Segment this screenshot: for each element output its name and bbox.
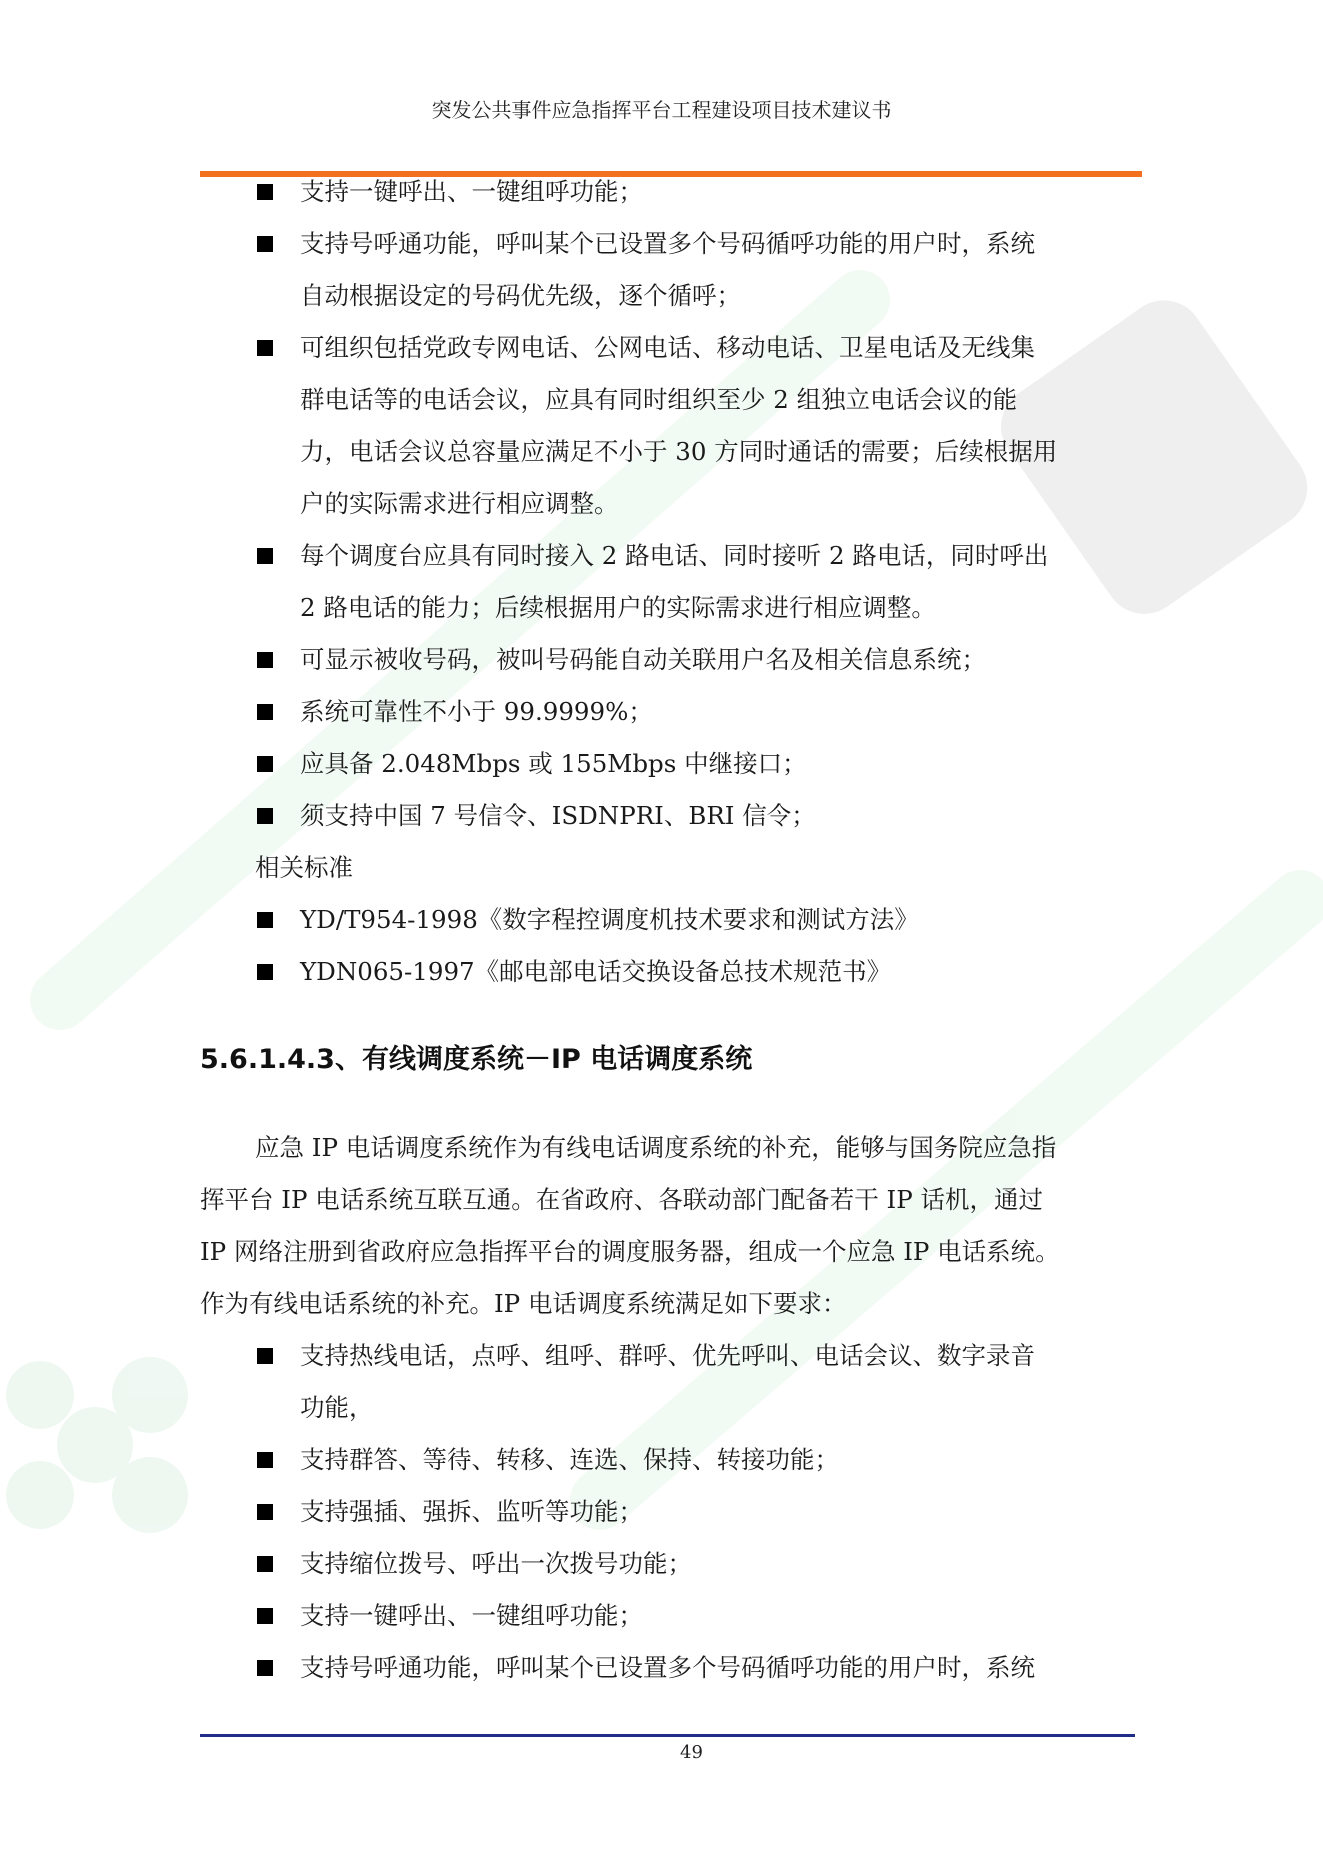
list-item: 可组织包括党政专网电话、公网电话、移动电话、卫星电话及无线集 (200, 322, 1125, 374)
list-item: YD/T954-1998《数字程控调度机技术要求和测试方法》 (200, 894, 1125, 946)
list-item: 支持一键呼出、一键组呼功能； (200, 166, 1125, 218)
watermark-petal-icon (57, 1407, 133, 1483)
list-item: YDN065-1997《邮电部电话交换设备总技术规范书》 (200, 946, 1125, 998)
section-label-standards: 相关标准 (255, 853, 353, 882)
list-item-continuation: 功能， (300, 1393, 374, 1422)
list-item: 支持号呼通功能，呼叫某个已设置多个号码循呼功能的用户时，系统 (200, 218, 1125, 270)
list-item: 应具备 2.048Mbps 或 155Mbps 中继接口； (200, 738, 1125, 790)
list-item-continuation: 自动根据设定的号码优先级，逐个循呼； (300, 281, 741, 310)
paragraph-line: 应急 IP 电话调度系统作为有线电话调度系统的补充，能够与国务院应急指 (255, 1133, 1057, 1162)
list-item: 可显示被收号码，被叫号码能自动关联用户名及相关信息系统； (200, 634, 1125, 686)
document-body (200, 166, 1125, 1694)
page-header-title: 突发公共事件应急指挥平台工程建设项目技术建议书 (431, 98, 892, 122)
list-item: 支持一键呼出、一键组呼功能； (200, 1590, 1125, 1642)
list-item: 支持号呼通功能，呼叫某个已设置多个号码循呼功能的用户时，系统 (200, 1642, 1125, 1694)
paragraph-line: 挥平台 IP 电话系统互联互通。在省政府、各联动部门配备若干 IP 话机，通过 (200, 1185, 1043, 1214)
page-number: 49 (680, 1742, 703, 1763)
list-item: 支持群答、等待、转移、连选、保持、转接功能； (200, 1434, 1125, 1486)
section-heading: 5.6.1.4.3、有线调度系统－IP 电话调度系统 (200, 1044, 753, 1075)
list-item: 支持热线电话，点呼、组呼、群呼、优先呼叫、电话会议、数字录音 (200, 1330, 1125, 1382)
footer-rule (200, 1734, 1135, 1737)
list-item: 系统可靠性不小于 99.9999%； (200, 686, 1125, 738)
list-item: 每个调度台应具有同时接入 2 路电话、同时接听 2 路电话，同时呼出 (200, 530, 1125, 582)
paragraph-line: 作为有线电话系统的补充。IP 电话调度系统满足如下要求： (200, 1289, 847, 1318)
paragraph-line: IP 网络注册到省政府应急指挥平台的调度服务器，组成一个应急 IP 电话系统。 (200, 1237, 1060, 1266)
list-item: 须支持中国 7 号信令、ISDNPRI、BRI 信令； (200, 790, 1125, 842)
list-item-continuation: 力，电话会议总容量应满足不小于 30 方同时通话的需要；后续根据用 (300, 437, 1058, 466)
list-item-continuation: 2 路电话的能力；后续根据用户的实际需求进行相应调整。 (300, 593, 936, 622)
list-item: 支持缩位拨号、呼出一次拨号功能； (200, 1538, 1125, 1590)
list-item-continuation: 群电话等的电话会议，应具有同时组织至少 2 组独立电话会议的能 (300, 385, 1018, 414)
list-item: 支持强插、强拆、监听等功能； (200, 1486, 1125, 1538)
list-item-continuation: 户的实际需求进行相应调整。 (300, 489, 619, 518)
